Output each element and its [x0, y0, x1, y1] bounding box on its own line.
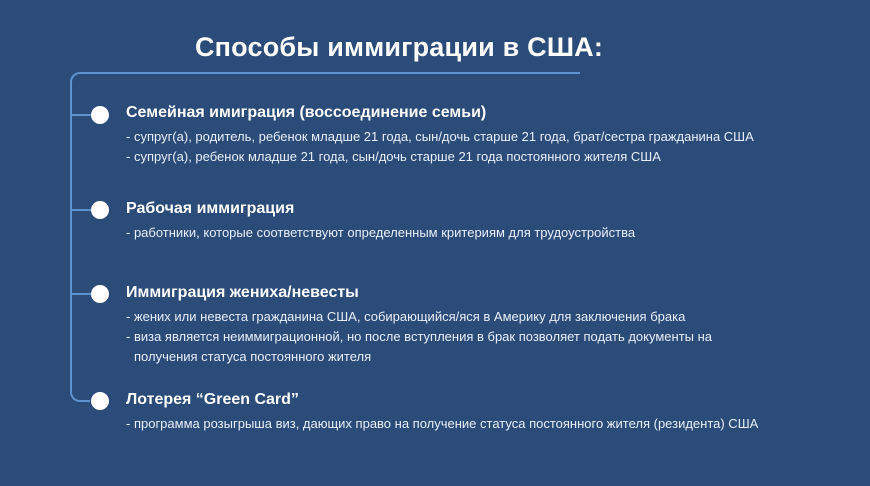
section-heading: Иммиграция жениха/невесты: [126, 284, 359, 301]
bullet-dot-icon: [91, 106, 109, 124]
section-fiance-immigration: [126, 283, 846, 367]
page-title: Способы иммиграции в США:: [194, 32, 604, 62]
section-line: - супруг(а), ребенок младше 21 года, сын/дочь старше 21 года постоянного жителя США: [126, 149, 661, 164]
bullet-dot-icon: [91, 201, 109, 219]
section-line: - программа розыгрыша виз, дающих право на получение статуса постоянного жителя (резидента) США: [126, 416, 759, 431]
section-heading: Лотерея “Green Card”: [126, 391, 299, 408]
section-work-immigration: [126, 199, 846, 243]
bullet-dot-icon: [91, 392, 109, 410]
section-family-immigration: [126, 103, 846, 167]
timeline-stub: [71, 293, 91, 295]
section-line: - жених или невеста гражданина США, собирающийся/яся в Америку для заключения брака: [126, 309, 686, 324]
timeline-stub: [71, 209, 91, 211]
section-line: - работники, которые соответствуют определенным критериям для трудоустройства: [126, 225, 636, 240]
section-heading: Семейная имиграция (воссоединение семьи): [126, 104, 487, 121]
section-heading: Рабочая иммиграция: [126, 200, 295, 217]
section-line: - супруг(а), родитель, ребенок младше 21 года, сын/дочь старше 21 года, брат/сестра гражданина США: [126, 129, 754, 144]
section-line: получения статуса постоянного жителя: [134, 349, 372, 364]
section-green-card-lottery: [126, 390, 846, 434]
bullet-dot-icon: [91, 285, 109, 303]
section-line: - виза является неиммиграционной, но после вступления в брак позволяет подать документы на: [126, 329, 713, 344]
timeline-stub: [71, 114, 91, 116]
